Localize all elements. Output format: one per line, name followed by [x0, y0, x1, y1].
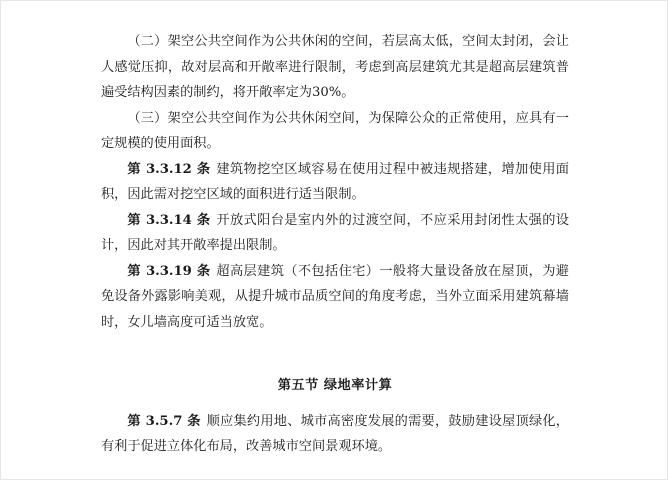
paragraph-item-3 [101, 106, 569, 157]
article-text: 建筑物挖空区域容易在使用过程中被违规搭建，增加使用面积，因此需对挖空区域的面积进行适当限制。 [101, 161, 569, 202]
paragraph-text: （二）架空公共空间作为公共休闲的空间，若层高太低，空间太封闭，会让人感觉压抑，故对层高和开敞率进行限制，考虑到高层建筑尤其是超高层建筑普遍受结构因素的制约，将开敞率定为30%。 [101, 34, 569, 100]
article-number: 第 3.5.7 条 [127, 413, 201, 429]
article-3-3-19 [101, 259, 569, 336]
article-number: 第 3.3.19 条 [127, 263, 211, 279]
article-number: 第 3.3.12 条 [127, 161, 211, 177]
article-number: 第 3.3.14 条 [127, 212, 211, 228]
article-text: 超高层建筑（不包括住宅）一般将大量设备放在屋顶，为避免设备外露影响美观，从提升城市品质空间的角度考虑，当外立面采用建筑幕墙时，女儿墙高度可适当放宽。 [101, 263, 569, 330]
section-title: 第五节 绿地率计算 [277, 378, 393, 393]
document-body [101, 29, 569, 460]
article-3-3-14 [101, 208, 569, 259]
article-3-3-12 [101, 157, 569, 208]
article-3-5-7 [101, 409, 569, 460]
paragraph-item-2 [101, 29, 569, 106]
paragraph-text: （三）架空公共空间作为公共休闲空间，为保障公众的正常使用，应具有一定规模的使用面积。 [101, 110, 569, 151]
article-text: 开放式阳台是室内外的过渡空间，不应采用封闭性太强的设计，因此对其开敞率提出限制。 [101, 212, 569, 253]
article-text: 顺应集约用地、城市高密度发展的需要，鼓励建设屋顶绿化，有利于促进立体化布局，改善城市空间景观环境。 [101, 413, 569, 454]
